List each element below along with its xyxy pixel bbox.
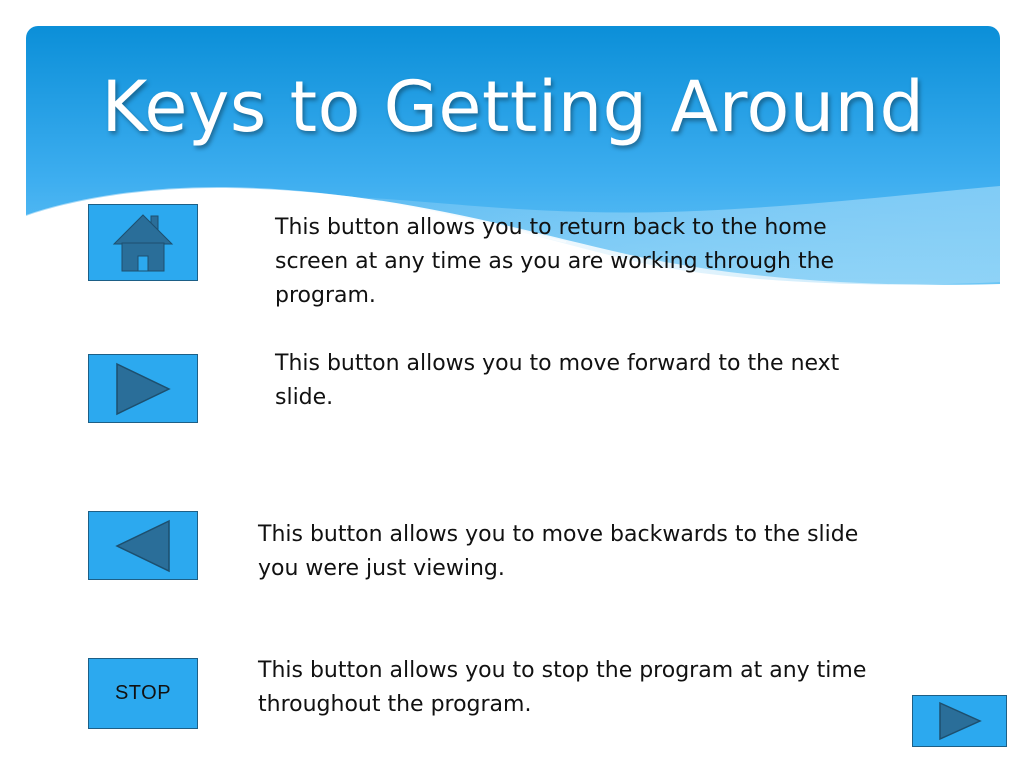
home-description: This button allows you to return back to the home screen at any time as you are working through the program. bbox=[275, 215, 835, 308]
forward-button[interactable] bbox=[88, 354, 198, 423]
stop-description: This button allows you to stop the program at any time throughout the program. bbox=[258, 658, 867, 717]
home-button[interactable] bbox=[88, 204, 198, 281]
stop-icon: STOP bbox=[114, 682, 172, 704]
back-description: This button allows you to move backwards to the slide you were just viewing. bbox=[258, 522, 859, 581]
page-title: Keys to Getting Around bbox=[101, 66, 925, 148]
forward-arrow-icon bbox=[115, 362, 171, 416]
forward-description: This button allows you to move forward to the next slide. bbox=[275, 351, 840, 410]
forward-arrow-icon bbox=[938, 701, 982, 741]
back-button[interactable] bbox=[88, 511, 198, 580]
back-arrow-icon bbox=[115, 519, 171, 573]
stop-button[interactable] bbox=[88, 658, 198, 729]
home-icon bbox=[112, 212, 174, 274]
next-slide-button[interactable] bbox=[912, 695, 1007, 747]
